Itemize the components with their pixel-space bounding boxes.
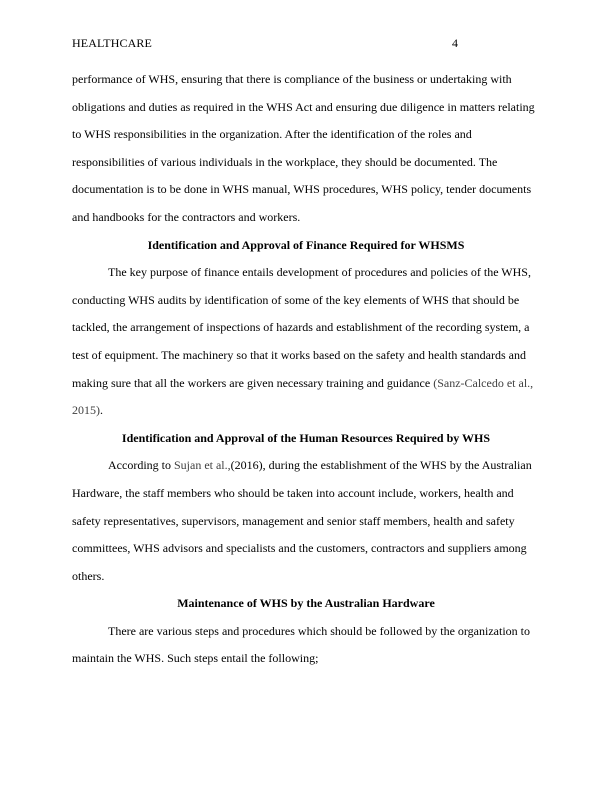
paragraph-continuation: performance of WHS, ensuring that there is compliance of the business or undertaking with obligations and duties as required in the WHS Act and ensuring due diligence in matters relating to WHS responsibilities in the organization. After the identification of the roles and responsibilities of various individuals in the workplace, they should be documented. The documentation is to be done in WHS manual, WHS procedures, WHS policy, tender documents and handbooks for the contractors and workers.: [72, 72, 535, 224]
section-heading-maintenance: Maintenance of WHS by the Australian Hardware: [177, 596, 435, 611]
paragraph-hr-text: (2016), during the establishment of the WHS by the Australian Hardware, the staff members who should be taken into account include, workers, health and safety representatives, supervisors, management and senior staff members, health and safety committees, WHS advisors and specialists and the customers, contractors and suppliers among others.: [72, 458, 532, 583]
page-number: 4: [452, 36, 458, 50]
body-text: [72, 66, 540, 673]
paragraph-finance: [72, 259, 540, 425]
citation-sujan: Sujan et al.,: [173, 458, 231, 473]
paragraph-human-resources: [72, 452, 540, 590]
section-heading-human-resources: Identification and Approval of the Human Resources Required by WHS: [121, 430, 491, 445]
paragraph-maintenance: There are various steps and procedures which should be followed by the organization to maintain the WHS. Such steps entail the following;: [72, 623, 530, 666]
citation-sanz-calcedo: (Sanz-Calcedo et al., 2015): [72, 375, 534, 418]
running-head: HEALTHCARE: [72, 36, 152, 50]
paragraph-hr-start: According to: [108, 458, 174, 473]
paragraph-finance-text: The key purpose of finance entails development of procedures and policies of the WHS, conducting WHS audits by identification of some of the key elements of WHS that should be tackled, the arrangement of inspections of hazards and establishment of the recording system, a test of equipment. The machinery so that it works based on the safety and health standards and making sure that all the workers are given necessary training and guidance: [72, 265, 531, 390]
paragraph-finance-end: .: [100, 403, 103, 418]
section-heading-finance: Identification and Approval of Finance Required for WHSMS: [147, 237, 465, 252]
